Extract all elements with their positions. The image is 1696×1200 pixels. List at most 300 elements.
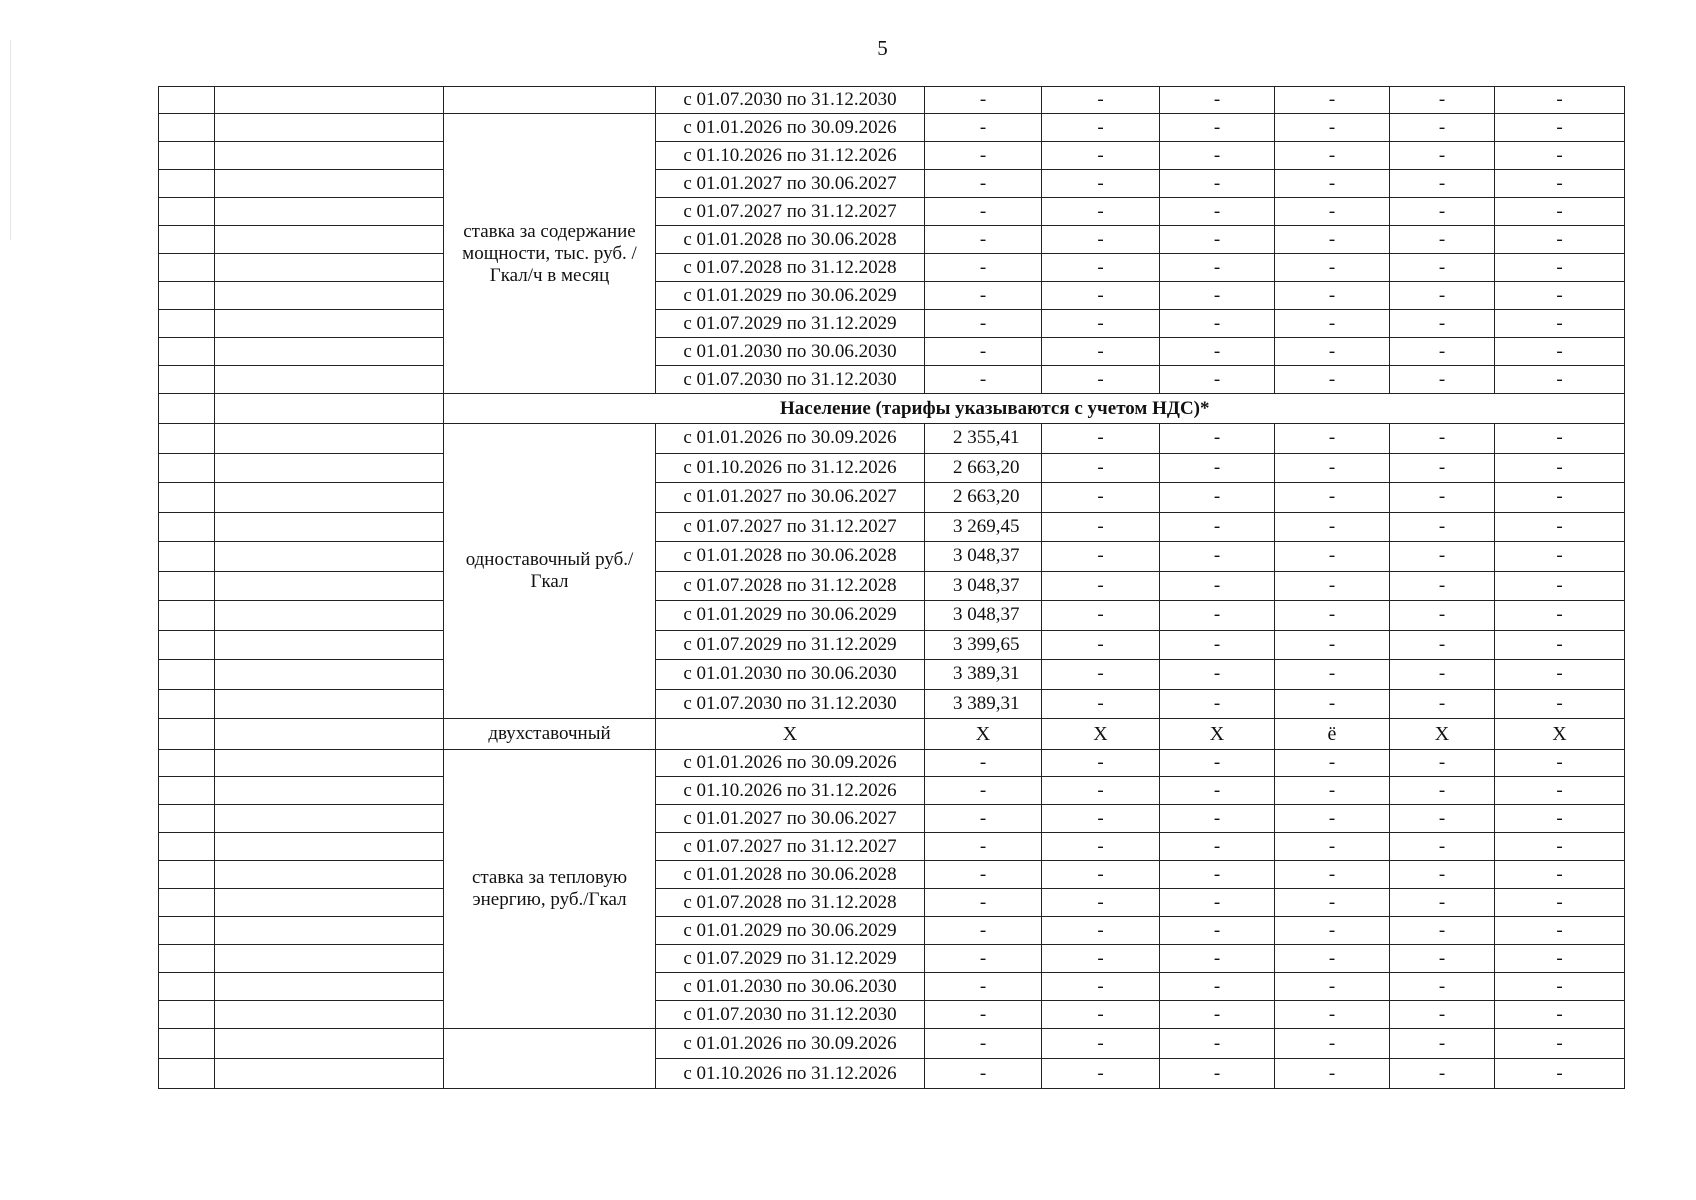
empty-value-cell: - (1160, 777, 1275, 805)
empty-value-cell: - (1275, 1029, 1390, 1059)
name-cell (215, 254, 444, 282)
empty-value-cell: - (925, 805, 1042, 833)
period-cell: с 01.07.2029 по 31.12.2029 (656, 630, 925, 660)
index-cell (159, 424, 215, 454)
not-applicable-cell: Х (1042, 719, 1160, 750)
empty-value-cell: - (1275, 254, 1390, 282)
empty-value-cell: - (1160, 114, 1275, 142)
name-cell (215, 833, 444, 861)
name-cell (215, 660, 444, 690)
index-cell (159, 338, 215, 366)
empty-value-cell: - (1042, 226, 1160, 254)
index-cell (159, 87, 215, 114)
name-cell (215, 1029, 444, 1059)
table-row (159, 973, 1625, 1001)
empty-value-cell: - (1495, 1059, 1625, 1089)
empty-value-cell: - (1275, 1001, 1390, 1029)
tariff-table (158, 86, 1625, 1089)
empty-value-cell: - (1390, 805, 1495, 833)
name-cell (215, 777, 444, 805)
period-cell: с 01.07.2029 по 31.12.2029 (656, 945, 925, 973)
index-cell (159, 366, 215, 394)
empty-value-cell: - (1042, 689, 1160, 719)
name-cell (215, 805, 444, 833)
name-cell (215, 282, 444, 310)
table-row (159, 833, 1625, 861)
empty-value-cell: - (1495, 338, 1625, 366)
empty-value-cell: - (1160, 630, 1275, 660)
index-cell (159, 198, 215, 226)
index-cell (159, 1029, 215, 1059)
empty-value-cell: - (1495, 483, 1625, 513)
empty-value-cell: - (1390, 945, 1495, 973)
empty-value-cell: - (1160, 198, 1275, 226)
index-cell (159, 660, 215, 690)
period-cell: с 01.07.2028 по 31.12.2028 (656, 254, 925, 282)
table-row (159, 660, 1625, 690)
table-row (159, 142, 1625, 170)
empty-value-cell: - (1275, 282, 1390, 310)
tariff-value-cell: 2 355,41 (925, 424, 1042, 454)
empty-value-cell: - (1042, 777, 1160, 805)
empty-value-cell: - (1042, 424, 1160, 454)
empty-value-cell: - (1275, 861, 1390, 889)
table-row (159, 542, 1625, 572)
empty-value-cell: - (1390, 630, 1495, 660)
empty-value-cell: - (1495, 861, 1625, 889)
empty-value-cell: - (1160, 889, 1275, 917)
name-cell (215, 87, 444, 114)
empty-value-cell: - (1275, 542, 1390, 572)
empty-value-cell: - (1390, 282, 1495, 310)
index-cell (159, 170, 215, 198)
index-cell (159, 630, 215, 660)
empty-value-cell: - (1042, 453, 1160, 483)
name-cell (215, 1001, 444, 1029)
empty-value-cell: - (1390, 917, 1495, 945)
table-row (159, 689, 1625, 719)
name-cell (215, 571, 444, 601)
empty-value-cell: - (1275, 889, 1390, 917)
index-cell (159, 1001, 215, 1029)
empty-value-cell: - (1495, 945, 1625, 973)
empty-value-cell: - (1042, 170, 1160, 198)
period-cell: с 01.10.2026 по 31.12.2026 (656, 1059, 925, 1089)
table-row (159, 630, 1625, 660)
rate-label-cell (444, 87, 656, 114)
empty-value-cell: - (1390, 777, 1495, 805)
empty-value-cell: - (1275, 87, 1390, 114)
empty-value-cell: - (925, 198, 1042, 226)
name-cell (215, 945, 444, 973)
empty-value-cell: - (1160, 1059, 1275, 1089)
index-cell (159, 571, 215, 601)
index-cell (159, 833, 215, 861)
empty-value-cell: - (1390, 453, 1495, 483)
empty-value-cell: - (1042, 805, 1160, 833)
empty-value-cell: - (1495, 512, 1625, 542)
empty-value-cell: - (1495, 366, 1625, 394)
empty-value-cell: - (1390, 114, 1495, 142)
empty-value-cell: - (1160, 453, 1275, 483)
empty-value-cell: - (1042, 142, 1160, 170)
empty-value-cell: - (1390, 1001, 1495, 1029)
empty-value-cell: - (1160, 689, 1275, 719)
table-row (159, 198, 1625, 226)
empty-value-cell: - (925, 889, 1042, 917)
name-cell (215, 310, 444, 338)
empty-value-cell: - (1042, 973, 1160, 1001)
table-row (159, 310, 1625, 338)
empty-value-cell: - (1390, 87, 1495, 114)
name-cell (215, 889, 444, 917)
index-cell (159, 1059, 215, 1089)
empty-value-cell: - (1042, 114, 1160, 142)
empty-value-cell: - (925, 366, 1042, 394)
empty-value-cell: - (1160, 483, 1275, 513)
index-cell (159, 750, 215, 777)
table-row (159, 917, 1625, 945)
index-cell (159, 917, 215, 945)
tariff-value-cell: 3 048,37 (925, 571, 1042, 601)
empty-value-cell: - (1160, 142, 1275, 170)
period-cell: с 01.07.2030 по 31.12.2030 (656, 1001, 925, 1029)
rate-label-cell (444, 1029, 656, 1089)
index-cell (159, 512, 215, 542)
empty-value-cell: - (1495, 833, 1625, 861)
table-row (159, 114, 1625, 142)
tariff-value-cell: 2 663,20 (925, 483, 1042, 513)
empty-value-cell: - (1390, 142, 1495, 170)
period-cell: с 01.10.2026 по 31.12.2026 (656, 777, 925, 805)
empty-value-cell: - (1495, 170, 1625, 198)
not-applicable-cell: ё (1275, 719, 1390, 750)
empty-value-cell: - (1160, 170, 1275, 198)
empty-value-cell: - (1042, 366, 1160, 394)
empty-value-cell: - (1275, 833, 1390, 861)
empty-value-cell: - (1275, 750, 1390, 777)
index-cell (159, 310, 215, 338)
empty-value-cell: - (1390, 424, 1495, 454)
name-cell (215, 917, 444, 945)
empty-value-cell: - (1390, 750, 1495, 777)
empty-value-cell: - (1042, 254, 1160, 282)
empty-value-cell: - (1160, 87, 1275, 114)
empty-value-cell: - (925, 338, 1042, 366)
table-row (159, 1059, 1625, 1089)
index-cell (159, 973, 215, 1001)
empty-value-cell: - (1160, 254, 1275, 282)
empty-value-cell: - (1495, 571, 1625, 601)
empty-value-cell: - (1275, 512, 1390, 542)
table-row (159, 945, 1625, 973)
period-cell: с 01.01.2029 по 30.06.2029 (656, 282, 925, 310)
index-cell (159, 142, 215, 170)
empty-value-cell: - (1275, 424, 1390, 454)
table-row (159, 777, 1625, 805)
empty-value-cell: - (925, 254, 1042, 282)
empty-value-cell: - (1390, 660, 1495, 690)
name-cell (215, 198, 444, 226)
table-row (159, 483, 1625, 513)
empty-value-cell: - (1275, 198, 1390, 226)
empty-value-cell: - (1160, 310, 1275, 338)
empty-value-cell: - (1495, 114, 1625, 142)
empty-value-cell: - (1275, 777, 1390, 805)
empty-value-cell: - (1495, 601, 1625, 631)
period-cell: с 01.01.2030 по 30.06.2030 (656, 338, 925, 366)
not-applicable-cell: Х (1160, 719, 1275, 750)
period-cell: с 01.07.2027 по 31.12.2027 (656, 512, 925, 542)
empty-value-cell: - (1160, 945, 1275, 973)
index-cell (159, 945, 215, 973)
period-cell: с 01.01.2028 по 30.06.2028 (656, 542, 925, 572)
empty-value-cell: - (1160, 1029, 1275, 1059)
empty-value-cell: - (1495, 750, 1625, 777)
empty-value-cell: - (1495, 254, 1625, 282)
empty-value-cell: - (1390, 689, 1495, 719)
index-cell (159, 777, 215, 805)
empty-value-cell: - (1495, 198, 1625, 226)
empty-value-cell: - (1042, 889, 1160, 917)
name-cell (215, 601, 444, 631)
empty-value-cell: - (1042, 542, 1160, 572)
empty-value-cell: - (1390, 601, 1495, 631)
name-cell (215, 226, 444, 254)
name-cell (215, 170, 444, 198)
empty-value-cell: - (1390, 512, 1495, 542)
empty-value-cell: - (1275, 483, 1390, 513)
empty-value-cell: - (1390, 1059, 1495, 1089)
empty-value-cell: - (1042, 917, 1160, 945)
period-cell: с 01.01.2026 по 30.09.2026 (656, 114, 925, 142)
empty-value-cell: - (1275, 917, 1390, 945)
empty-value-cell: - (1160, 424, 1275, 454)
period-cell: с 01.07.2028 по 31.12.2028 (656, 889, 925, 917)
period-cell: с 01.01.2029 по 30.06.2029 (656, 917, 925, 945)
empty-value-cell: - (1390, 366, 1495, 394)
empty-value-cell: - (1275, 660, 1390, 690)
empty-value-cell: - (1160, 282, 1275, 310)
name-cell (215, 483, 444, 513)
empty-value-cell: - (1390, 198, 1495, 226)
empty-value-cell: - (1495, 917, 1625, 945)
empty-value-cell: - (1042, 1059, 1160, 1089)
name-cell (215, 750, 444, 777)
index-cell (159, 483, 215, 513)
name-cell (215, 338, 444, 366)
empty-value-cell: - (1495, 87, 1625, 114)
not-applicable-cell: Х (656, 719, 925, 750)
empty-value-cell: - (1495, 889, 1625, 917)
table-row (159, 889, 1625, 917)
empty-value-cell: - (925, 114, 1042, 142)
name-cell (215, 142, 444, 170)
empty-value-cell: - (925, 87, 1042, 114)
period-cell: с 01.01.2027 по 30.06.2027 (656, 483, 925, 513)
name-cell (215, 630, 444, 660)
table-row (159, 453, 1625, 483)
period-cell: с 01.07.2029 по 31.12.2029 (656, 310, 925, 338)
section-header: Население (тарифы указываются с учетом НДС)* (444, 394, 1625, 424)
empty-value-cell: - (1160, 571, 1275, 601)
tariff-value-cell: 3 048,37 (925, 601, 1042, 631)
tariff-value-cell: 3 399,65 (925, 630, 1042, 660)
empty-value-cell: - (1390, 833, 1495, 861)
empty-value-cell: - (1160, 917, 1275, 945)
not-applicable-cell: Х (925, 719, 1042, 750)
name-cell (215, 114, 444, 142)
empty-value-cell: - (1390, 542, 1495, 572)
empty-value-cell: - (925, 945, 1042, 973)
empty-value-cell: - (1495, 424, 1625, 454)
index-cell (159, 719, 215, 750)
empty-value-cell: - (1390, 310, 1495, 338)
empty-value-cell: - (925, 833, 1042, 861)
name-cell (215, 1059, 444, 1089)
table-row (159, 1001, 1625, 1029)
empty-value-cell: - (1275, 1059, 1390, 1089)
empty-value-cell: - (1275, 571, 1390, 601)
empty-value-cell: - (925, 226, 1042, 254)
empty-value-cell: - (1275, 366, 1390, 394)
name-cell (215, 512, 444, 542)
table-row (159, 805, 1625, 833)
empty-value-cell: - (1042, 1029, 1160, 1059)
table-row (159, 338, 1625, 366)
table-row (159, 366, 1625, 394)
empty-value-cell: - (1160, 973, 1275, 1001)
index-cell (159, 889, 215, 917)
empty-value-cell: - (1495, 453, 1625, 483)
empty-value-cell: - (1042, 282, 1160, 310)
empty-value-cell: - (1160, 226, 1275, 254)
period-cell: с 01.01.2028 по 30.06.2028 (656, 861, 925, 889)
empty-value-cell: - (1042, 750, 1160, 777)
empty-value-cell: - (1042, 483, 1160, 513)
empty-value-cell: - (1160, 512, 1275, 542)
empty-value-cell: - (1042, 945, 1160, 973)
empty-value-cell: - (1390, 571, 1495, 601)
table-row (159, 601, 1625, 631)
tariff-value-cell: 3 048,37 (925, 542, 1042, 572)
empty-value-cell: - (1042, 1001, 1160, 1029)
name-cell (215, 542, 444, 572)
empty-value-cell: - (1042, 198, 1160, 226)
rate-label-cell: ставка за содержание мощности, тыс. руб. /Гкал/ч в месяц (444, 114, 656, 394)
tariff-value-cell: 3 389,31 (925, 660, 1042, 690)
empty-value-cell: - (1042, 833, 1160, 861)
table-row (159, 282, 1625, 310)
not-applicable-cell: Х (1495, 719, 1625, 750)
table-row (159, 394, 1625, 424)
name-cell (215, 366, 444, 394)
period-cell: с 01.01.2028 по 30.06.2028 (656, 226, 925, 254)
period-cell: с 01.01.2027 по 30.06.2027 (656, 805, 925, 833)
table-row (159, 512, 1625, 542)
empty-value-cell: - (1390, 889, 1495, 917)
empty-value-cell: - (1275, 630, 1390, 660)
empty-value-cell: - (1275, 142, 1390, 170)
table-row (159, 571, 1625, 601)
index-cell (159, 394, 215, 424)
index-cell (159, 601, 215, 631)
period-cell: с 01.01.2026 по 30.09.2026 (656, 424, 925, 454)
empty-value-cell: - (1495, 805, 1625, 833)
name-cell (215, 453, 444, 483)
period-cell: с 01.01.2030 по 30.06.2030 (656, 660, 925, 690)
table-row (159, 424, 1625, 454)
empty-value-cell: - (1495, 777, 1625, 805)
empty-value-cell: - (1160, 861, 1275, 889)
empty-value-cell: - (1160, 542, 1275, 572)
empty-value-cell: - (1042, 512, 1160, 542)
tariff-value-cell: 2 663,20 (925, 453, 1042, 483)
empty-value-cell: - (1042, 310, 1160, 338)
empty-value-cell: - (925, 170, 1042, 198)
empty-value-cell: - (1390, 861, 1495, 889)
empty-value-cell: - (1495, 542, 1625, 572)
empty-value-cell: - (1495, 660, 1625, 690)
not-applicable-cell: Х (1390, 719, 1495, 750)
empty-value-cell: - (1275, 689, 1390, 719)
empty-value-cell: - (1275, 226, 1390, 254)
empty-value-cell: - (925, 310, 1042, 338)
empty-value-cell: - (925, 750, 1042, 777)
empty-value-cell: - (1495, 310, 1625, 338)
name-cell (215, 719, 444, 750)
empty-value-cell: - (1275, 114, 1390, 142)
empty-value-cell: - (1390, 226, 1495, 254)
index-cell (159, 542, 215, 572)
period-cell: с 01.07.2030 по 31.12.2030 (656, 689, 925, 719)
period-cell: с 01.01.2029 по 30.06.2029 (656, 601, 925, 631)
page-number: 5 (877, 36, 888, 60)
index-cell (159, 453, 215, 483)
empty-value-cell: - (1042, 601, 1160, 631)
empty-value-cell: - (1495, 142, 1625, 170)
empty-value-cell: - (1160, 833, 1275, 861)
empty-value-cell: - (1160, 1001, 1275, 1029)
empty-value-cell: - (1390, 483, 1495, 513)
tariff-value-cell: 3 269,45 (925, 512, 1042, 542)
empty-value-cell: - (1390, 170, 1495, 198)
empty-value-cell: - (1390, 1029, 1495, 1059)
period-cell: с 01.10.2026 по 31.12.2026 (656, 142, 925, 170)
empty-value-cell: - (1275, 453, 1390, 483)
period-cell: с 01.10.2026 по 31.12.2026 (656, 453, 925, 483)
index-cell (159, 226, 215, 254)
index-cell (159, 805, 215, 833)
period-cell: с 01.07.2030 по 31.12.2030 (656, 366, 925, 394)
empty-value-cell: - (925, 142, 1042, 170)
name-cell (215, 689, 444, 719)
period-cell: с 01.07.2027 по 31.12.2027 (656, 833, 925, 861)
name-cell (215, 861, 444, 889)
empty-value-cell: - (1160, 601, 1275, 631)
empty-value-cell: - (925, 861, 1042, 889)
empty-value-cell: - (1042, 630, 1160, 660)
empty-value-cell: - (1495, 282, 1625, 310)
name-cell (215, 424, 444, 454)
rate-label-cell: двухставочный (444, 719, 656, 750)
tariff-value-cell: 3 389,31 (925, 689, 1042, 719)
index-cell (159, 689, 215, 719)
empty-value-cell: - (925, 282, 1042, 310)
empty-value-cell: - (1160, 660, 1275, 690)
table-row (159, 254, 1625, 282)
table-row (159, 87, 1625, 114)
